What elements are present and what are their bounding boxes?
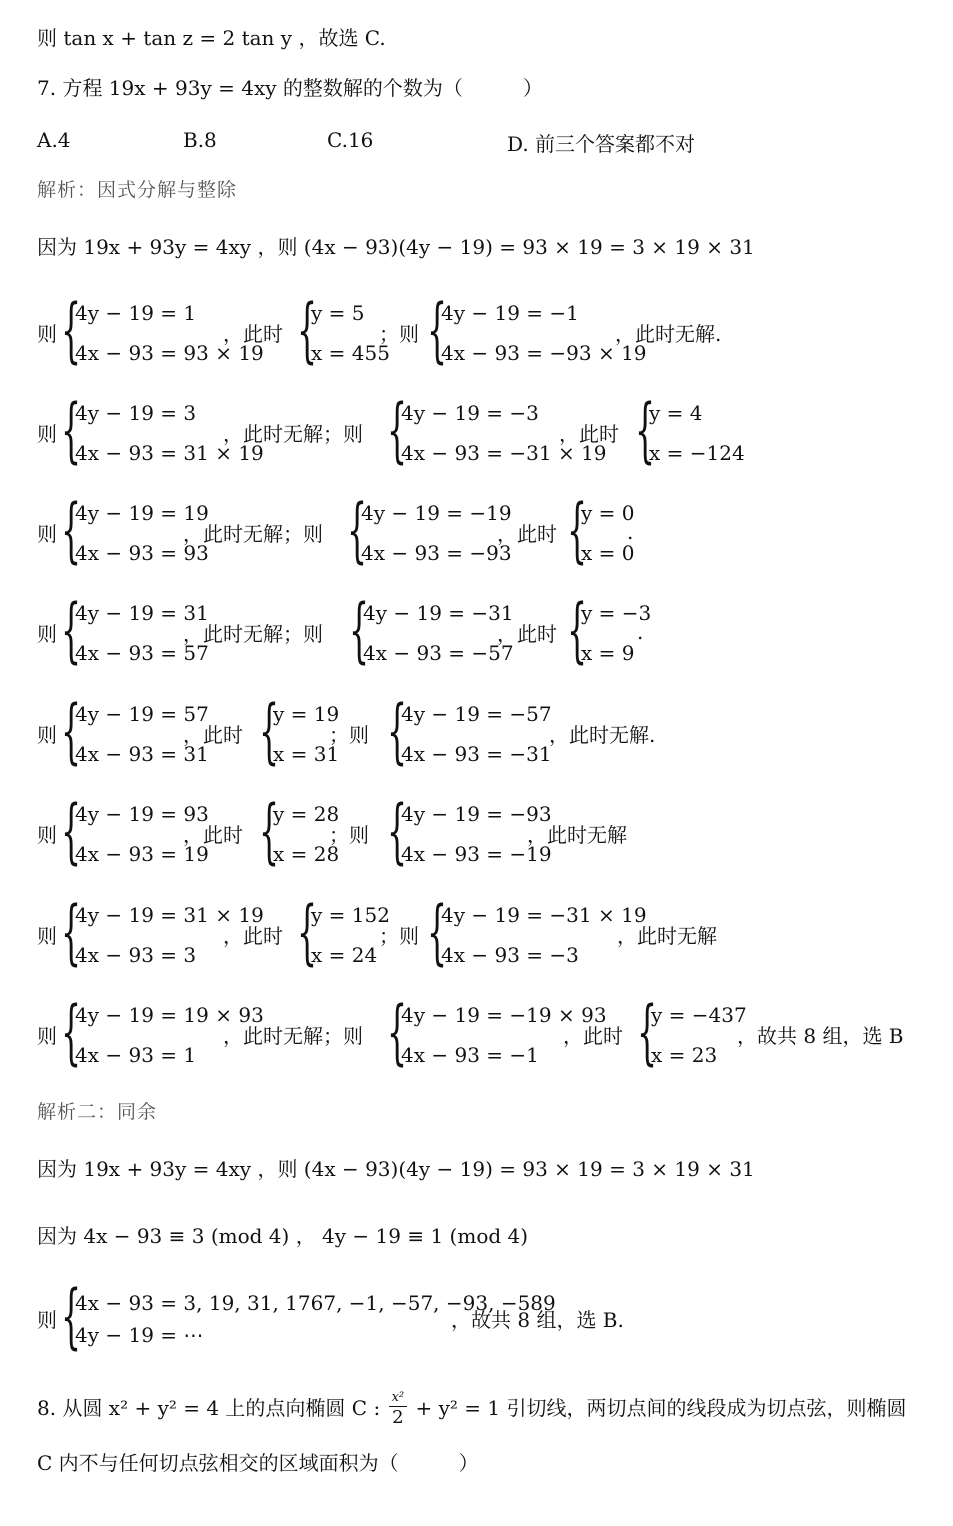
question-8-line-2: C 内不与任何切点弦相交的区域面积为（ ） <box>37 1451 479 1475</box>
left-brace: { <box>387 991 408 1073</box>
case-row <box>37 289 937 371</box>
case-text: . <box>627 520 634 544</box>
left-brace: { <box>61 389 82 471</box>
case-text: 则 <box>37 822 57 847</box>
equation-top: 4y − 19 = −1 <box>441 301 579 325</box>
case-text: ；则 <box>379 923 419 948</box>
equation-bottom: x = 23 <box>651 1043 718 1067</box>
left-brace: { <box>635 389 656 471</box>
left-brace: { <box>427 289 448 371</box>
case-row <box>37 891 937 973</box>
left-brace: { <box>637 991 658 1073</box>
equation-top: 4y − 19 = −19 <box>361 501 512 525</box>
equation-top: 4y − 19 = 57 <box>75 702 209 726</box>
equation-bottom: 4x − 93 = −1 <box>401 1043 539 1067</box>
case-text: 则 <box>37 722 57 747</box>
left-brace: { <box>61 991 82 1073</box>
case-row <box>37 389 937 471</box>
equation-top: 4y − 19 = −57 <box>401 702 552 726</box>
system-top: 4x − 93 = 3, 19, 31, 1767, −1, −57, −93, −589 <box>75 1291 556 1315</box>
equation-top: 4y − 19 = −31 × 19 <box>441 903 647 927</box>
equation-bottom: 4x − 93 = 31 <box>75 742 209 766</box>
case-text: ，故共 8 组，选 B <box>737 1023 904 1048</box>
equation-top: 4y − 19 = 31 × 19 <box>75 903 264 927</box>
equation-bottom: 4x − 93 = −31 × 19 <box>401 441 607 465</box>
fraction-denominator: 2 <box>392 1407 404 1428</box>
left-brace: { <box>567 489 588 571</box>
equation-bottom: x = −124 <box>649 441 745 465</box>
system-prefix: 则 <box>37 1307 57 1332</box>
left-brace: { <box>61 790 82 872</box>
equation-top: 4y − 19 = 3 <box>75 401 197 425</box>
case-text: ，此时 <box>223 923 283 948</box>
equation-top: 4y − 19 = 93 <box>75 802 209 826</box>
equation-top: y = 152 <box>311 903 390 927</box>
case-text: ，此时 <box>183 822 243 847</box>
system-bottom: 4y − 19 = ⋯ <box>75 1323 204 1347</box>
choice-c: C.16 <box>327 128 374 152</box>
equation-top: 4y − 19 = 19 <box>75 501 209 525</box>
equation-top: y = 28 <box>273 802 340 826</box>
congruence-line: 因为 4x − 93 ≡ 3 (mod 4) ， 4y − 19 ≡ 1 (mod 4) <box>37 1224 529 1248</box>
equation-bottom: 4x − 93 = 93 <box>75 541 209 565</box>
equation-bottom: x = 455 <box>311 341 390 365</box>
left-brace: { <box>387 690 408 772</box>
case-row <box>37 589 937 671</box>
left-brace: { <box>259 790 280 872</box>
case-text: ，此时无解；则 <box>183 521 323 546</box>
case-row <box>37 991 937 1073</box>
previous-answer-line: 则 tan x + tan z = 2 tan y ，故选 C. <box>37 26 386 50</box>
case-text: ，此时 <box>563 1023 623 1048</box>
equation-bottom: 4x − 93 = 57 <box>75 641 209 665</box>
case-text: 则 <box>37 421 57 446</box>
equation-top: 4y − 19 = −3 <box>401 401 539 425</box>
case-text: ，此时 <box>559 421 619 446</box>
case-text: 则 <box>37 621 57 646</box>
case-text: ；则 <box>379 321 419 346</box>
case-text: 则 <box>37 923 57 948</box>
case-text: ，此时无解 <box>527 822 627 847</box>
solution-2-heading: 解析二：同余 <box>37 1101 158 1123</box>
q8-prefix: 8. 从圆 x² + y² = 4 上的点向椭圆 C : <box>37 1396 381 1420</box>
fraction-numerator: x² <box>389 1390 408 1407</box>
equation-top: y = 5 <box>311 301 365 325</box>
left-brace: { <box>61 489 82 571</box>
case-row <box>37 690 937 772</box>
left-brace: { <box>387 389 408 471</box>
case-text: ，此时无解. <box>549 722 656 747</box>
case-text: ，此时 <box>497 521 557 546</box>
left-brace: { <box>349 589 370 671</box>
equation-bottom: x = 31 <box>273 742 340 766</box>
equation-top: y = 19 <box>273 702 340 726</box>
equation-bottom: 4x − 93 = −93 × 19 <box>441 341 647 365</box>
equation-bottom: 4x − 93 = 31 × 19 <box>75 441 264 465</box>
left-brace: { <box>567 589 588 671</box>
equation-bottom: 4x − 93 = −93 <box>361 541 512 565</box>
equation-top: 4y − 19 = −31 <box>363 601 514 625</box>
equation-bottom: 4x − 93 = 19 <box>75 842 209 866</box>
equation-top: y = 0 <box>581 501 635 525</box>
ellipse-fraction <box>389 1390 408 1429</box>
left-brace: { <box>61 589 82 671</box>
case-text: ，此时 <box>497 621 557 646</box>
equation-bottom: 4x − 93 = 1 <box>75 1043 197 1067</box>
equation-top: 4y − 19 = 19 × 93 <box>75 1003 264 1027</box>
left-brace: { <box>427 891 448 973</box>
left-brace: { <box>61 1275 82 1357</box>
case-text: ，此时 <box>183 722 243 747</box>
equation-top: 4y − 19 = −19 × 93 <box>401 1003 607 1027</box>
left-brace: { <box>387 790 408 872</box>
choice-d: D. 前三个答案都不对 <box>507 132 696 156</box>
case-text: ，此时无解；则 <box>223 421 363 446</box>
q8-suffix: + y² = 1 引切线，两切点间的线段成为切点弦，则椭圆 <box>415 1396 907 1420</box>
left-brace: { <box>61 289 82 371</box>
case-text: ；则 <box>329 822 369 847</box>
equation-bottom: x = 24 <box>311 943 378 967</box>
left-brace: { <box>61 690 82 772</box>
question-7-stem: 7. 方程 19x + 93y = 4xy 的整数解的个数为（ ） <box>37 76 543 100</box>
equation-top: 4y − 19 = 31 <box>75 601 209 625</box>
choice-b: B.8 <box>183 128 217 152</box>
case-text: ，此时 <box>223 321 283 346</box>
solution-2-conclusion: ，故共 8 组，选 B. <box>451 1307 624 1332</box>
equation-bottom: 4x − 93 = 3 <box>75 943 197 967</box>
equation-bottom: 4x − 93 = −57 <box>363 641 514 665</box>
case-row <box>37 489 937 571</box>
equation-bottom: 4x − 93 = 93 × 19 <box>75 341 264 365</box>
case-text: 则 <box>37 521 57 546</box>
equation-bottom: 4x − 93 = −19 <box>401 842 552 866</box>
case-text: ，此时无解；则 <box>223 1023 363 1048</box>
solution-1-heading: 解析：因式分解与整除 <box>37 179 238 201</box>
solution-2-intro: 因为 19x + 93y = 4xy ，则 (4x − 93)(4y − 19) = 93 × 19 = 3 × 19 × 31 <box>37 1157 755 1181</box>
choice-a: A.4 <box>37 128 71 152</box>
left-brace: { <box>297 891 318 973</box>
equation-bottom: 4x − 93 = −3 <box>441 943 579 967</box>
equation-bottom: 4x − 93 = −31 <box>401 742 552 766</box>
left-brace: { <box>259 690 280 772</box>
left-brace: { <box>297 289 318 371</box>
question-8-line-1 <box>37 1390 906 1429</box>
equation-top: y = −437 <box>651 1003 747 1027</box>
case-text: . <box>637 620 644 644</box>
equation-top: 4y − 19 = 1 <box>75 301 197 325</box>
case-text: 则 <box>37 1023 57 1048</box>
equation-bottom: x = 9 <box>581 641 635 665</box>
case-text: ，此时无解 <box>617 923 717 948</box>
solution-2-system-row <box>37 1275 937 1357</box>
case-text: ，此时无解；则 <box>183 621 323 646</box>
equation-bottom: x = 0 <box>581 541 635 565</box>
solution-1-intro: 因为 19x + 93y = 4xy ，则 (4x − 93)(4y − 19) = 93 × 19 = 3 × 19 × 31 <box>37 235 755 259</box>
case-text: 则 <box>37 321 57 346</box>
equation-top: 4y − 19 = −93 <box>401 802 552 826</box>
case-row <box>37 790 937 872</box>
equation-top: y = 4 <box>649 401 703 425</box>
case-text: ，此时无解. <box>615 321 722 346</box>
left-brace: { <box>347 489 368 571</box>
case-text: ；则 <box>329 722 369 747</box>
equation-top: y = −3 <box>581 601 652 625</box>
left-brace: { <box>61 891 82 973</box>
equation-bottom: x = 28 <box>273 842 340 866</box>
